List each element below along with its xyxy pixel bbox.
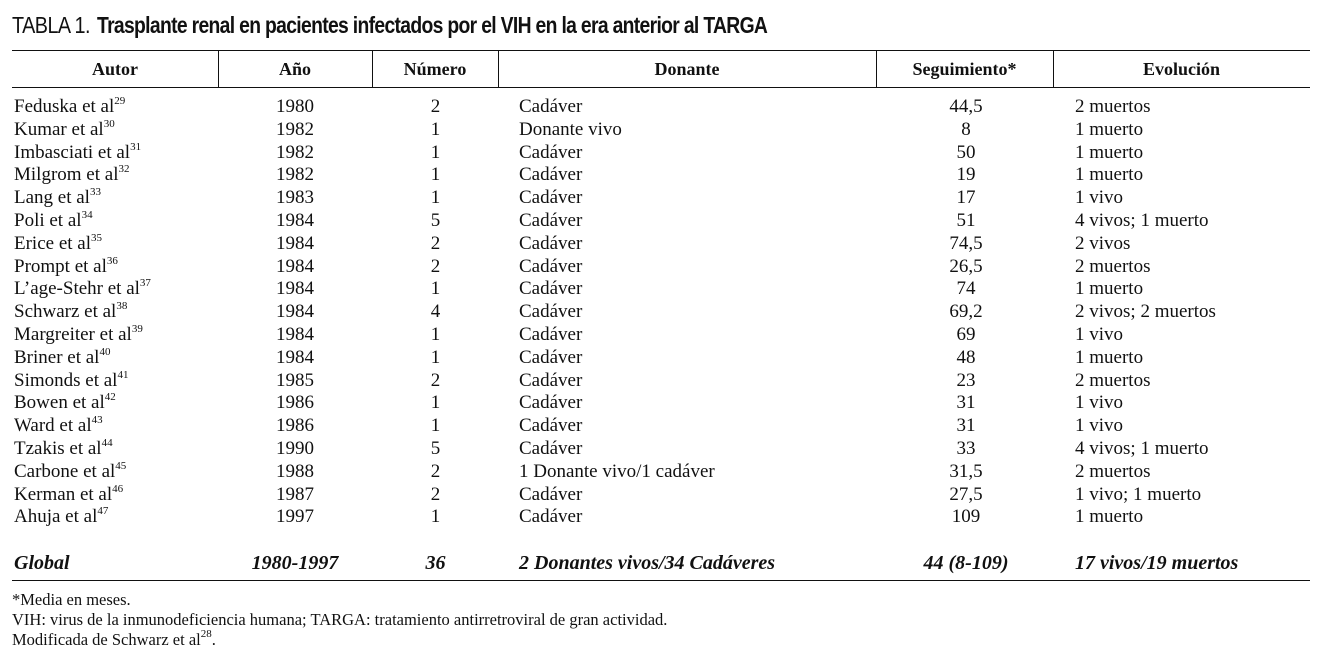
followup-cell: 51	[956, 209, 976, 231]
outcome-cell: 2 vivos	[1075, 232, 1131, 254]
donor-cell: Cadáver	[519, 209, 583, 231]
followup-cell: 19	[956, 164, 976, 186]
table-row	[0, 392, 1326, 415]
year-cell: 1984	[276, 255, 314, 277]
number-cell: 5	[430, 437, 441, 459]
reference-number: 40	[99, 345, 111, 358]
global-outcome-cell: 17 vivos/19 muertos	[1075, 552, 1239, 574]
followup-cell: 8	[961, 118, 971, 140]
reference-number: 44	[101, 436, 113, 449]
reference-number: 38	[116, 300, 128, 313]
outcome-cell: 4 vivos; 1 muerto	[1075, 209, 1209, 231]
year-cell: 1984	[276, 301, 314, 323]
outcome-cell: 2 muertos	[1075, 255, 1151, 277]
table-row	[0, 461, 1326, 484]
author-cell: Poli et $al^{34}$	[14, 208, 93, 231]
year-cell: 1997	[276, 506, 314, 528]
year-cell: 1988	[276, 460, 314, 482]
donor-cell: Cadáver	[519, 506, 583, 528]
followup-cell: 31	[956, 415, 976, 437]
author-cell: Schwarz et $al^{38}$	[14, 300, 128, 323]
table-row	[0, 187, 1326, 210]
donor-cell: Cadáver	[519, 346, 583, 368]
outcome-cell: 1 muerto	[1075, 506, 1144, 528]
outcome-cell: 1 muerto	[1075, 346, 1144, 368]
followup-cell: 31,5	[949, 460, 983, 482]
table-row	[0, 233, 1326, 256]
author-cell: Briner et $al^{40}$	[14, 345, 111, 368]
donor-cell: Cadáver	[519, 323, 583, 345]
donor-cell: Cadáver	[519, 164, 583, 186]
number-cell: 4	[430, 301, 441, 323]
reference-number: 32	[118, 163, 130, 176]
author-cell: Kerman et $al^{46}$	[14, 482, 124, 505]
reference-number: 36	[106, 254, 118, 267]
reference-number: 34	[81, 208, 93, 221]
donor-cell: Cadáver	[519, 369, 583, 391]
header-numero: Número	[403, 59, 467, 79]
year-cell: 1983	[276, 187, 314, 209]
author-cell: Prompt et $al^{36}$	[14, 254, 118, 277]
table-row	[0, 164, 1326, 187]
donor-cell: Cadáver	[519, 415, 583, 437]
author-cell: Ward et $al^{43}$	[14, 414, 103, 437]
outcome-cell: 1 muerto	[1075, 164, 1144, 186]
outcome-cell: 2 muertos	[1075, 369, 1151, 391]
reference-number: 31	[130, 140, 142, 153]
author-cell: L’age-Stehr et $al^{37}$	[14, 277, 151, 300]
footnote-mean: *Media en meses.	[12, 590, 131, 609]
author-cell: Tzakis et $al^{44}$	[14, 436, 113, 459]
table-row	[0, 438, 1326, 461]
reference-number: 33	[89, 186, 101, 199]
number-cell: 2	[430, 483, 441, 505]
table-row	[0, 278, 1326, 301]
followup-cell: 31	[956, 392, 976, 414]
table-row	[0, 210, 1326, 233]
global-year-cell: 1980-1997	[251, 552, 339, 574]
outcome-cell: 1 vivo; 1 muerto	[1075, 483, 1202, 505]
table-row	[0, 142, 1326, 165]
reference-number: 29	[114, 95, 126, 107]
table-row	[0, 347, 1326, 370]
number-cell: 2	[430, 255, 441, 277]
number-cell: 1	[430, 506, 441, 528]
number-cell: 1	[430, 392, 441, 414]
outcome-cell: 4 vivos; 1 muerto	[1075, 437, 1209, 459]
number-cell: 1	[430, 141, 441, 163]
table-row	[0, 96, 1326, 119]
followup-cell: 33	[956, 437, 976, 459]
outcome-cell: 2 muertos	[1075, 96, 1151, 117]
table-row	[0, 301, 1326, 324]
outcome-cell: 1 vivo	[1075, 187, 1124, 209]
outcome-cell: 2 vivos; 2 muertos	[1075, 301, 1216, 323]
followup-cell: 17	[956, 187, 976, 209]
table-caption	[12, 10, 895, 44]
year-cell: 1982	[276, 118, 314, 140]
year-cell: 1985	[276, 369, 314, 391]
outcome-cell: 1 muerto	[1075, 141, 1144, 163]
reference-number: 30	[103, 117, 115, 130]
table-row	[0, 484, 1326, 507]
donor-cell: Cadáver	[519, 141, 583, 163]
reference-number: 35	[91, 231, 103, 244]
reference-number: 42	[104, 391, 116, 404]
author-cell: Kumar et $al^{30}$	[14, 117, 115, 140]
donor-cell: Cadáver	[519, 278, 583, 300]
reference-number: 39	[131, 322, 143, 335]
year-cell: 1984	[276, 232, 314, 254]
donor-cell: Cadáver	[519, 392, 583, 414]
table-title: Trasplante renal en pacientes infectados por el VIH en la era anterior al TARGA	[96, 12, 767, 38]
author-cell: Simonds et $al^{41}$	[14, 368, 129, 391]
donor-cell: Cadáver	[519, 483, 583, 505]
header-autor: Autor	[92, 59, 138, 79]
followup-cell: 48	[956, 346, 976, 368]
outcome-cell: 2 muertos	[1075, 460, 1151, 482]
author-cell: Bowen et $al^{42}$	[14, 391, 116, 414]
author-cell: Imbasciati et $al^{31}$	[14, 140, 142, 163]
number-cell: 1	[430, 164, 441, 186]
author-cell: Margreiter et $al^{39}$	[14, 322, 143, 345]
number-cell: 2	[430, 232, 441, 254]
donor-cell: Cadáver	[519, 232, 583, 254]
header-donante: Donante	[654, 59, 720, 79]
table-footnotes	[12, 590, 667, 650]
header-anio: Año	[278, 59, 311, 79]
followup-cell: 109	[951, 506, 981, 528]
outcome-cell: 1 vivo	[1075, 392, 1124, 414]
donor-cell: Cadáver	[519, 255, 583, 277]
table-row	[0, 256, 1326, 279]
global-author-cell: Global	[14, 552, 70, 574]
followup-cell: 27,5	[949, 483, 983, 505]
followup-cell: 26,5	[949, 255, 983, 277]
donor-cell: 1 Donante vivo/1 cadáver	[519, 460, 715, 482]
donor-cell: Cadáver	[519, 301, 583, 323]
year-cell: 1984	[276, 323, 314, 345]
year-cell: 1984	[276, 209, 314, 231]
number-cell: 1	[430, 346, 441, 368]
year-cell: 1990	[276, 437, 314, 459]
followup-cell: 74	[956, 278, 976, 300]
number-cell: 1	[430, 323, 441, 345]
reference-number: 37	[139, 277, 151, 290]
year-cell: 1982	[276, 141, 314, 163]
global-donor-cell: 2 Donantes vivos/34 Cadáveres	[519, 552, 776, 574]
year-cell: 1982	[276, 164, 314, 186]
global-row	[0, 550, 1326, 576]
year-cell: 1987	[276, 483, 314, 505]
donor-cell: Cadáver	[519, 96, 583, 117]
number-cell: 2	[430, 460, 441, 482]
number-cell: 1	[430, 187, 441, 209]
table-body	[0, 96, 1326, 529]
header-seguimiento: Seguimiento*	[912, 59, 1017, 79]
reference-number: 47	[97, 505, 109, 518]
outcome-cell: 1 vivo	[1075, 415, 1124, 437]
author-cell: Feduska et $al^{29}$	[14, 95, 126, 117]
followup-cell: 69	[956, 323, 976, 345]
table-row	[0, 324, 1326, 347]
footnote-abbreviations: VIH: virus de la inmunodeficiencia humana; TARGA: tratamiento antirretroviral de gran actividad.	[12, 610, 668, 629]
reference-number: 46	[112, 482, 124, 495]
followup-cell: 23	[956, 369, 976, 391]
number-cell: 2	[430, 369, 441, 391]
year-cell: 1984	[276, 278, 314, 300]
outcome-cell: 1 muerto	[1075, 278, 1144, 300]
header-evolucion: Evolución	[1142, 59, 1221, 79]
author-cell: Carbone et $al^{45}$	[14, 459, 127, 482]
outcome-cell: 1 muerto	[1075, 118, 1144, 140]
followup-cell: 69,2	[949, 301, 983, 323]
number-cell: 1	[430, 118, 441, 140]
table-row	[0, 415, 1326, 438]
table-row	[0, 370, 1326, 393]
reference-number: 28	[200, 628, 212, 640]
year-cell: 1986	[276, 415, 314, 437]
reference-number: 41	[117, 368, 129, 381]
outcome-cell: 1 vivo	[1075, 323, 1124, 345]
table-label: TABLA 1.	[12, 12, 90, 38]
followup-cell: 44,5	[949, 96, 983, 117]
global-followup-cell: 44 (8-109)	[923, 552, 1009, 574]
donor-cell: Donante vivo	[519, 118, 622, 140]
donor-cell: Cadáver	[519, 437, 583, 459]
number-cell: 5	[430, 209, 441, 231]
table-row	[0, 506, 1326, 529]
author-cell: Milgrom et $al^{32}$	[14, 163, 130, 186]
global-number-cell: 36	[425, 552, 446, 574]
year-cell: 1980	[276, 96, 314, 117]
bottom-rule	[12, 580, 1310, 581]
reference-number: 43	[91, 414, 103, 427]
year-cell: 1984	[276, 346, 314, 368]
reference-number: 45	[115, 459, 127, 472]
footnote-source: Modificada de Schwarz et $al^{28}$.	[12, 628, 216, 649]
followup-cell: 74,5	[949, 232, 983, 254]
followup-cell: 50	[956, 141, 976, 163]
number-cell: 1	[430, 415, 441, 437]
author-cell: Erice et $al^{35}$	[14, 231, 103, 254]
author-cell: Lang et $al^{33}$	[14, 186, 101, 209]
table-row	[0, 119, 1326, 142]
number-cell: 2	[430, 96, 441, 117]
number-cell: 1	[430, 278, 441, 300]
year-cell: 1986	[276, 392, 314, 414]
donor-cell: Cadáver	[519, 187, 583, 209]
author-cell: Ahuja et $al^{47}$	[14, 505, 109, 528]
